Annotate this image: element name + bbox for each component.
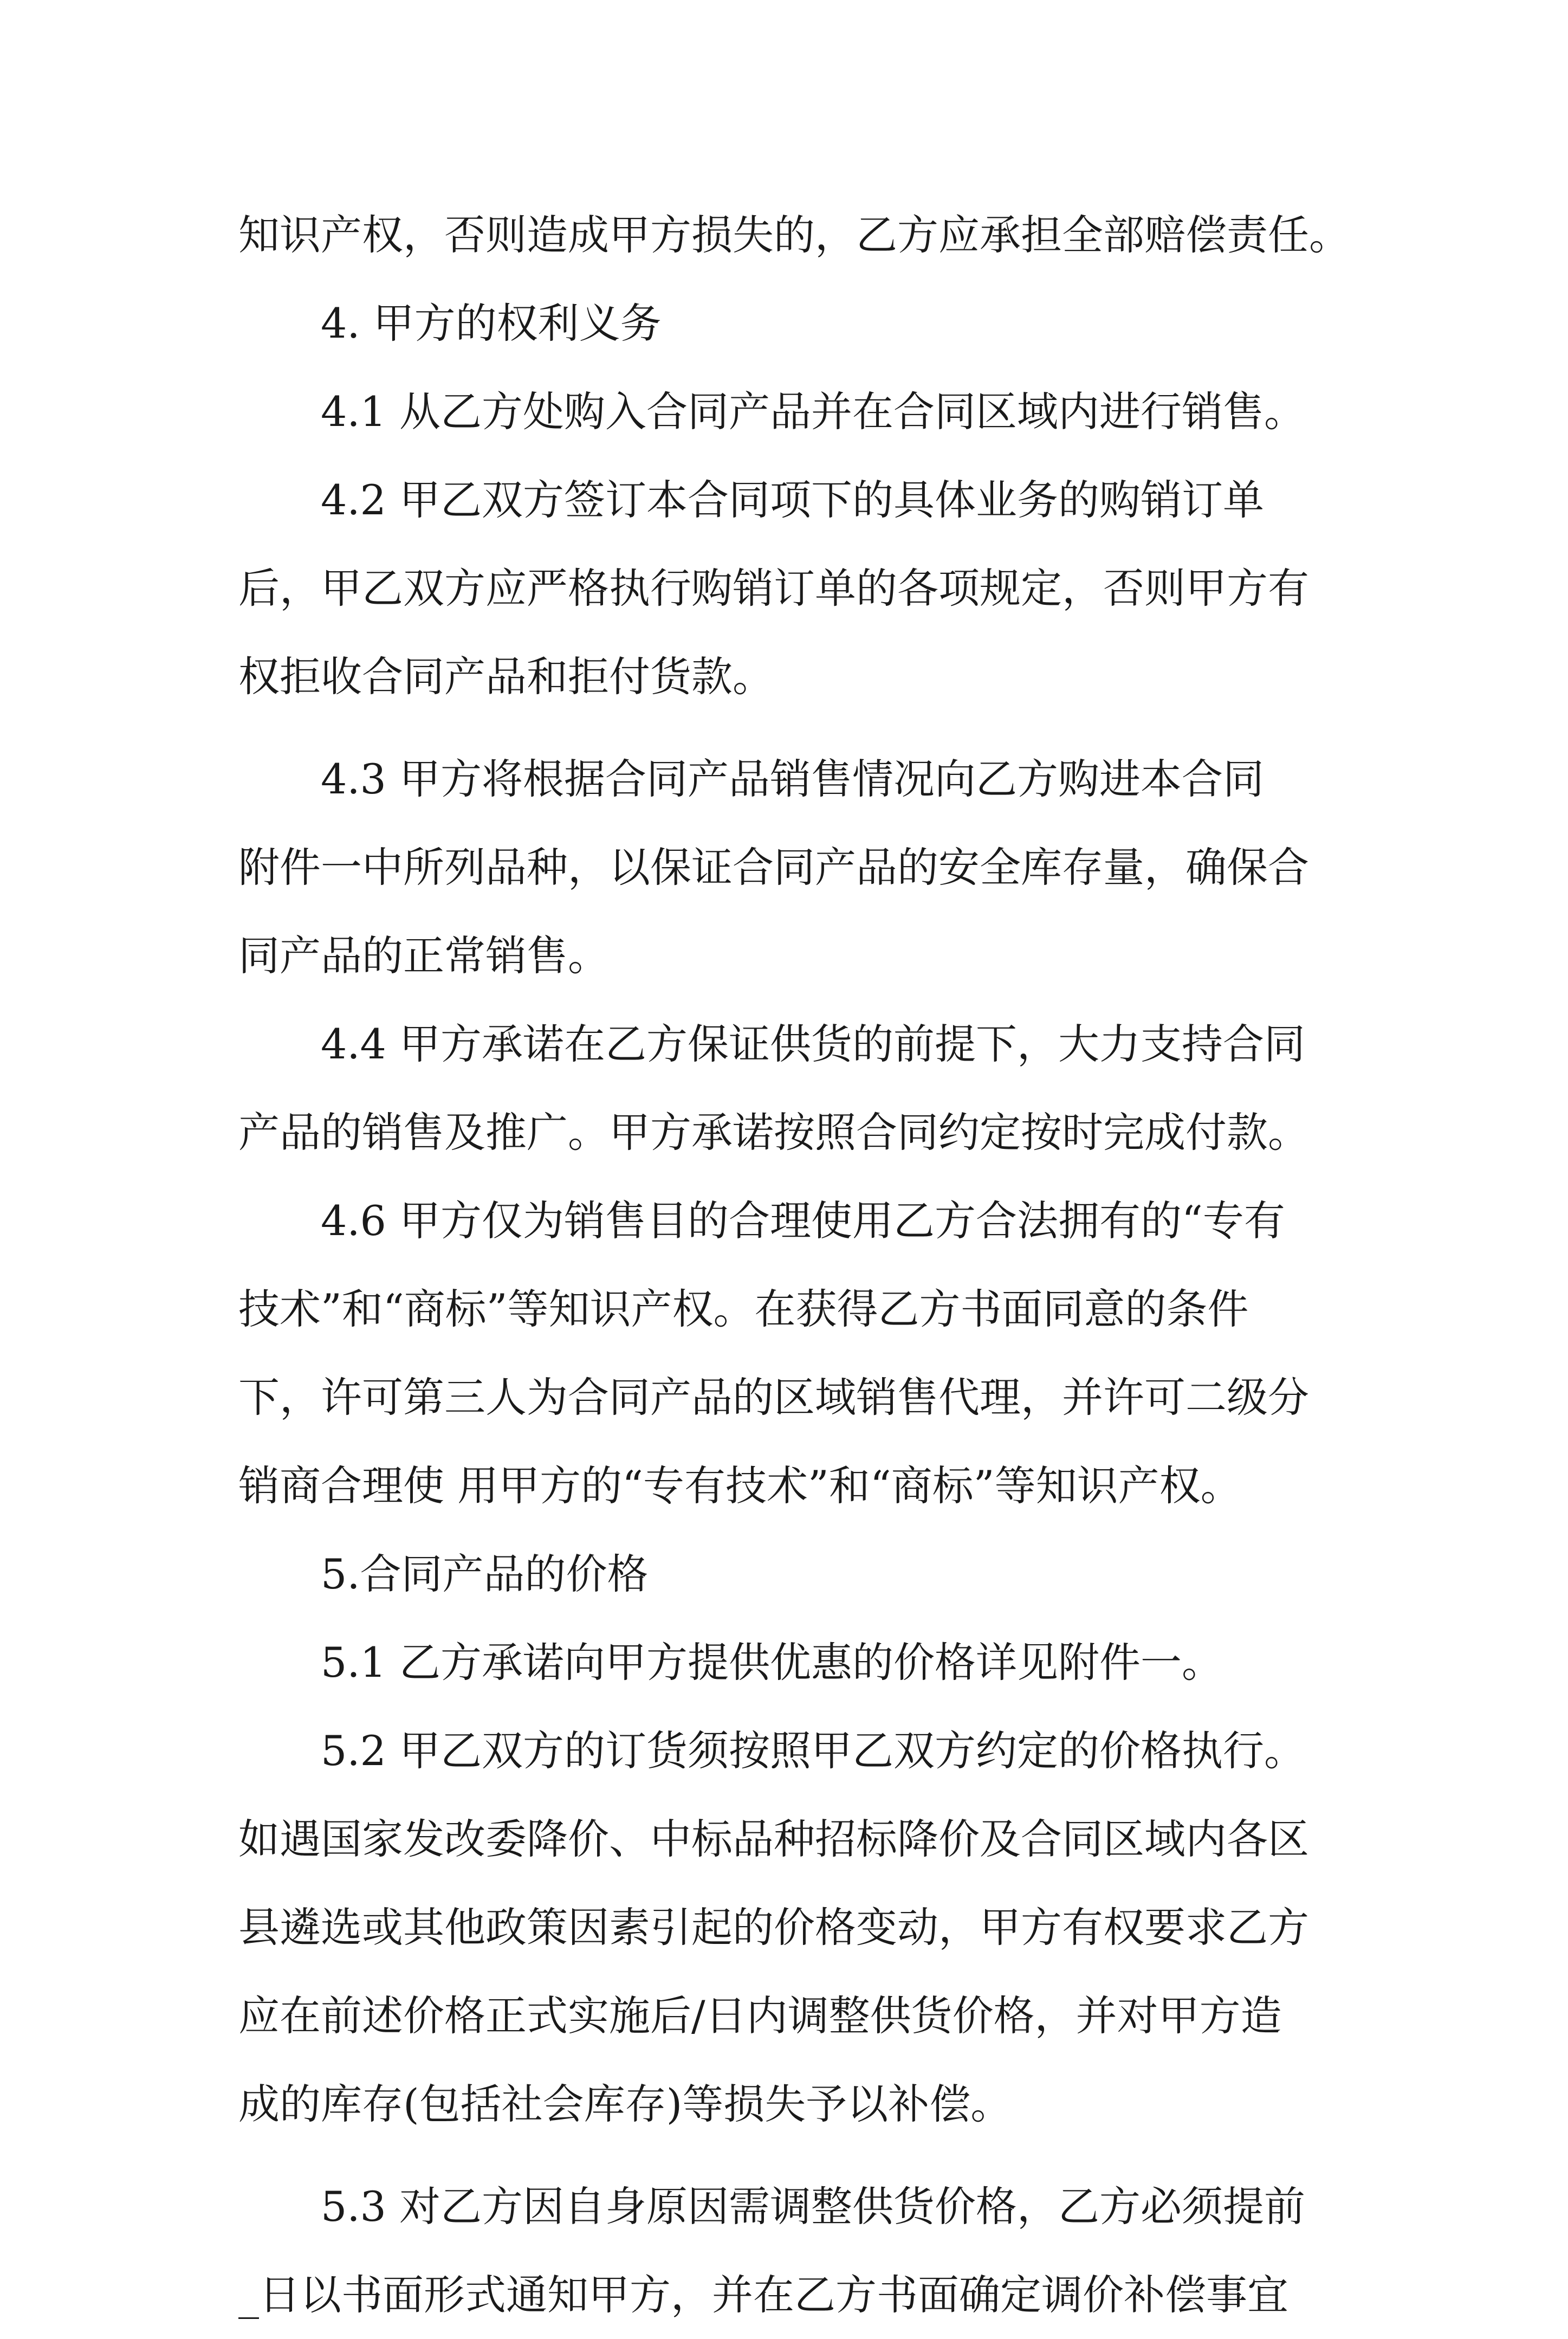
- clause-4-1: 4.1 从乙方处购入合同产品并在合同区域内进行销售。: [321, 387, 1306, 436]
- section-heading: 5.合同产品的价格: [321, 1550, 649, 1598]
- paragraph-line: _日以书面形式通知甲方，并在乙方书面确定调价补偿事宜: [238, 2271, 1288, 2319]
- clause-4-3: 4.3 甲方将根据合同产品销售情况向乙方购进本合同: [321, 755, 1265, 803]
- clause-5-2: 5.2 甲乙双方的订货须按照甲乙双方约定的价格执行。: [321, 1727, 1306, 1775]
- paragraph-line: 知识产权，否则造成甲方损失的，乙方应承担全部赔偿责任。: [238, 211, 1350, 259]
- paragraph-line: 下，许可第三人为合同产品的区域销售代理，并许可二级分: [238, 1373, 1309, 1422]
- paragraph-line: 产品的销售及推广。甲方承诺按照合同约定按时完成付款。: [238, 1108, 1309, 1156]
- paragraph-line: 附件一中所列品种，以保证合同产品的安全库存量，确保合: [238, 843, 1309, 891]
- paragraph-line: 同产品的正常销售。: [238, 932, 609, 980]
- paragraph-line: 成的库存(包括社会库存)等损失予以补偿。: [238, 2080, 1012, 2128]
- paragraph-line: 县遴选或其他政策因素引起的价格变动，甲方有权要求乙方: [238, 1903, 1309, 1952]
- clause-5-1: 5.1 乙方承诺向甲方提供优惠的价格详见附件一。: [321, 1638, 1223, 1687]
- paragraph-line: 销商合理使 用甲方的“专有技术”和“商标”等知识产权。: [238, 1462, 1242, 1510]
- paragraph-line: 权拒收合同产品和拒付货款。: [238, 652, 774, 701]
- section-heading: 4. 甲方的权利义务: [321, 299, 662, 347]
- paragraph-line: 技术”和“商标”等知识产权。在获得乙方书面同意的条件: [238, 1285, 1249, 1333]
- paragraph-line: 应在前述价格正式实施后/日内调整供货价格，并对甲方造: [238, 1992, 1282, 2040]
- clause-4-2: 4.2 甲乙双方签订本合同项下的具体业务的购销订单: [321, 476, 1265, 524]
- paragraph-gap: [238, 721, 1344, 735]
- clause-5-3: 5.3 对乙方因自身原因需调整供货价格，乙方必须提前: [321, 2182, 1306, 2231]
- paragraph-line: 如遇国家发改委降价、中标品种招标降价及合同区域内各区: [238, 1815, 1309, 1863]
- clause-4-4: 4.4 甲方承诺在乙方保证供货的前提下，大力支持合同: [321, 1020, 1306, 1068]
- paragraph-line: 后，甲乙双方应严格执行购销订单的各项规定，否则甲方有: [238, 564, 1309, 612]
- paragraph-gap: [238, 2148, 1344, 2162]
- contract-text-body: [238, 191, 1350, 2339]
- clause-4-6: 4.6 甲方仅为销售目的合理使用乙方合法拥有的“专有: [321, 1197, 1285, 1245]
